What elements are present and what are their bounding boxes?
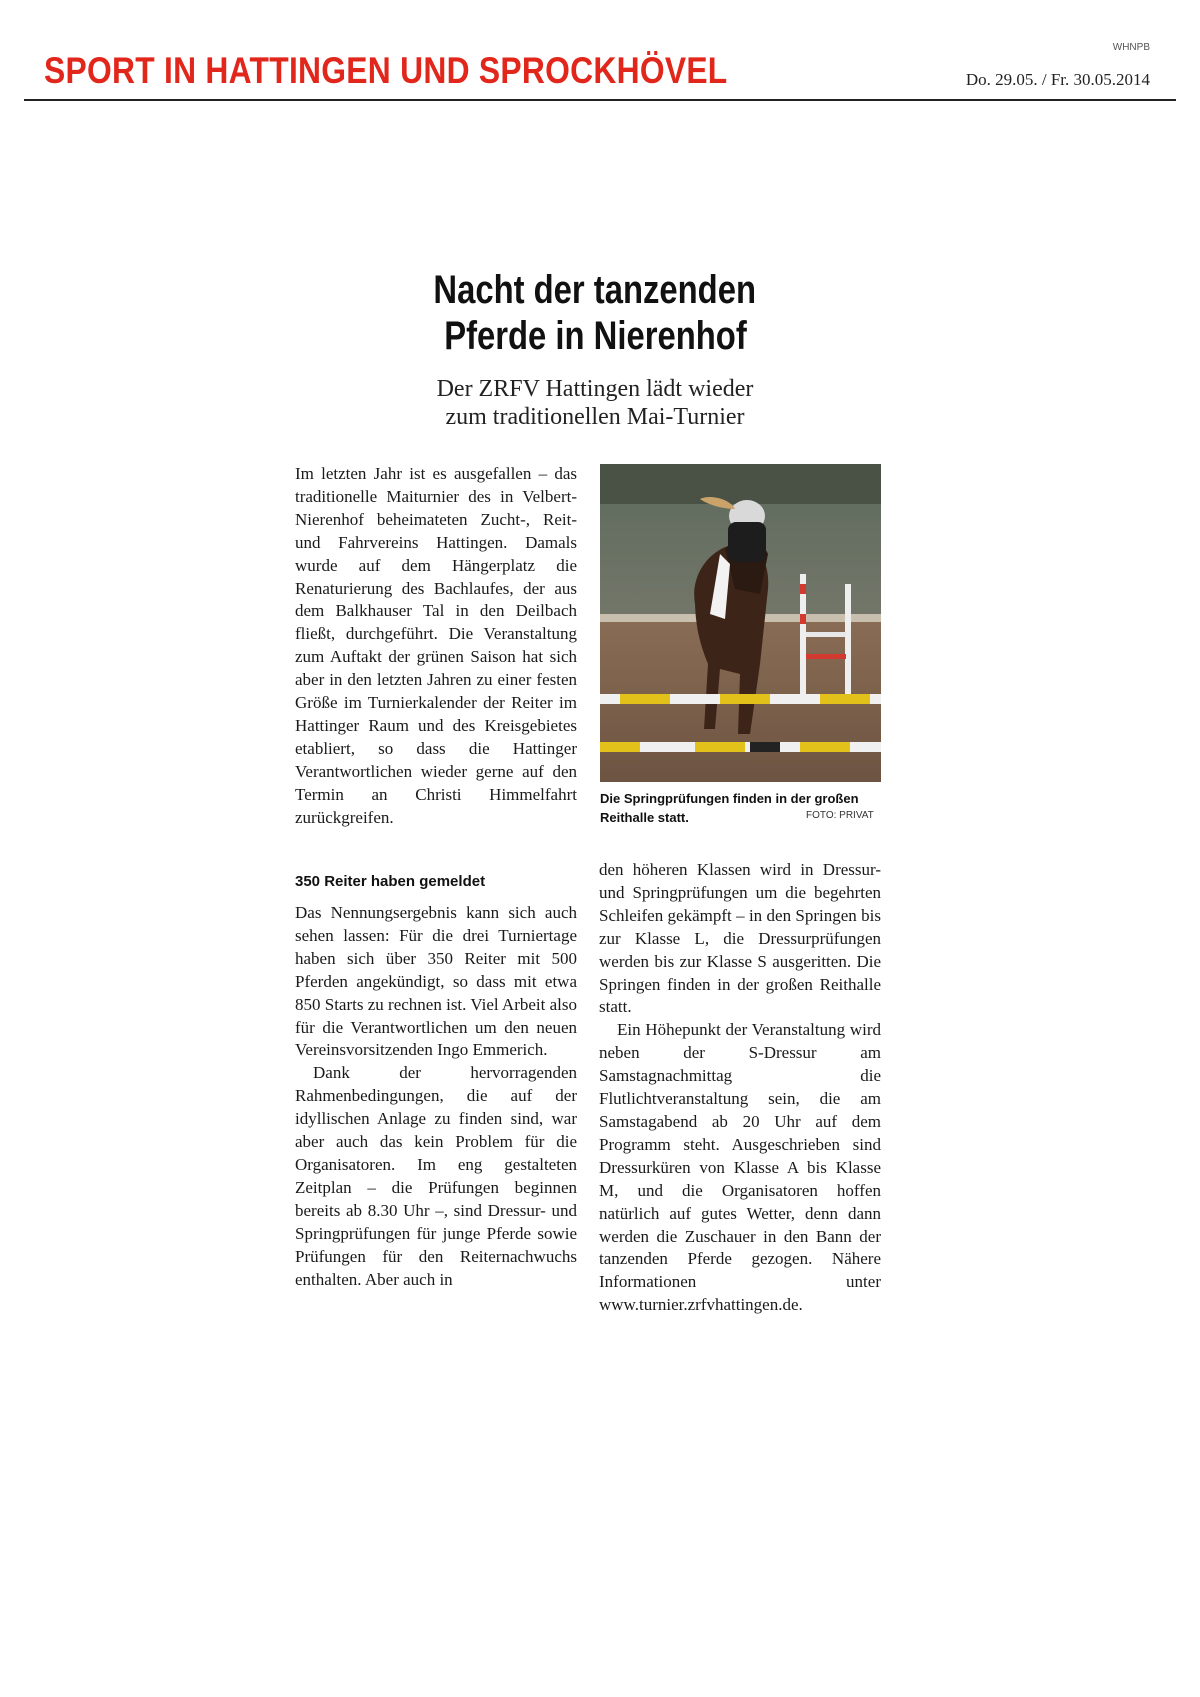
headline-line-1: Nacht der tanzenden [433,268,757,312]
column-left-bottom [295,902,577,1291]
photo-credit: FOTO: PRIVAT [806,810,874,821]
paragraph-5: Ein Höhepunkt der Veranstaltung wird neben der S-Dressur am Samstagnachmittag die Flutlichtveranstaltung sein, die am Samstagabend ab 20 Uhr auf dem Programm steht. Ausgeschrieben sind Dressurküren von Klasse A bis Klasse M, und die Organisatoren hoffen natürlich auf gutes Wetter, denn dann werden die Zuschauer in den Bann der tanzenden Pferde gezogen. Nähere Informationen unter www.turnier.zrfvhattingen.de. [599,1020,881,1315]
paragraph-3: Dank der hervorragenden Rahmenbedingungen, die auf der idyllischen Anlage zu finden sind, war aber auch das kein Problem für die Organisatoren. Im eng gestalteten Zeitplan – die Prüfungen beginnen bereits ab 8.30 Uhr –, sind Dressur- und Springprüfungen für junge Pferde sowie Prüfungen für den Reiternachwuchs enthalten. Aber auch in [295,1063,577,1289]
page-code: WHNPB [1112,42,1150,53]
headline-line-2: Pferde in Nierenhof [443,314,747,358]
header-rule [24,99,1176,101]
article-photo [600,464,881,782]
paragraph-2: Das Nennungsergebnis kann sich auch sehen lassen: Für die drei Turniertage haben sich über 350 Reiter mit 500 Pferden angekündigt, so dass mit etwa 850 Starts zu rechnen ist. Viel Arbeit also für die Verantwortlichen um den neuen Vereinsvorsitzenden Ingo Emmerich. [295,903,577,1060]
subheading: 350 Reiter haben gemeldet [295,873,486,890]
subhead-line-2: zum traditionellen Mai-Turnier [445,404,745,430]
intro-paragraph: Im letzten Jahr ist es ausgefallen – das traditionelle Maiturnier des in Velbert-Nierenhof beheimateten Zucht-, Reit- und Fahrvereins Hattingen. Damals wurde auf dem Hängerplatz die Renaturierung des Bachlaufes, der aus dem Balkhauser Tal in den Deilbach fließt, durchgeführt. Die Veranstaltung zum Auftakt der grünen Saison hat sich aber in den letzten Jahren zu einer festen Größe im Turnierkalender der Reiter im Hattinger Raum und des Kreisgebietes etabliert, so dass die Hattinger Verantwortlichen wieder gerne auf den Termin an Christi Himmelfahrt zurückgreifen. [295,464,577,827]
subhead-line-1: Der ZRFV Hattingen lädt wieder [436,376,754,402]
section-title: SPORT IN HATTINGEN UND SPROCKHÖVEL [44,50,728,91]
column-left-top [295,463,577,830]
paragraph-4: den höheren Klassen wird in Dressur- und Springprüfungen um die begehrten Schleifen gekämpft – in den Springen bis zur Klasse L, die Dressurprüfungen werden bis zur Klasse S ausgeritten. Die Springen finden in der großen Reithalle statt. [599,860,881,1017]
article-headline [300,267,890,359]
show-jumping-photo [600,464,881,782]
column-right [599,859,881,1317]
article-subhead [300,375,890,431]
issue-date: Do. 29.05. / Fr. 30.05.2014 [965,70,1150,89]
photo-caption: Die Springprüfungen finden in der großen Reithalle statt. [600,791,859,825]
